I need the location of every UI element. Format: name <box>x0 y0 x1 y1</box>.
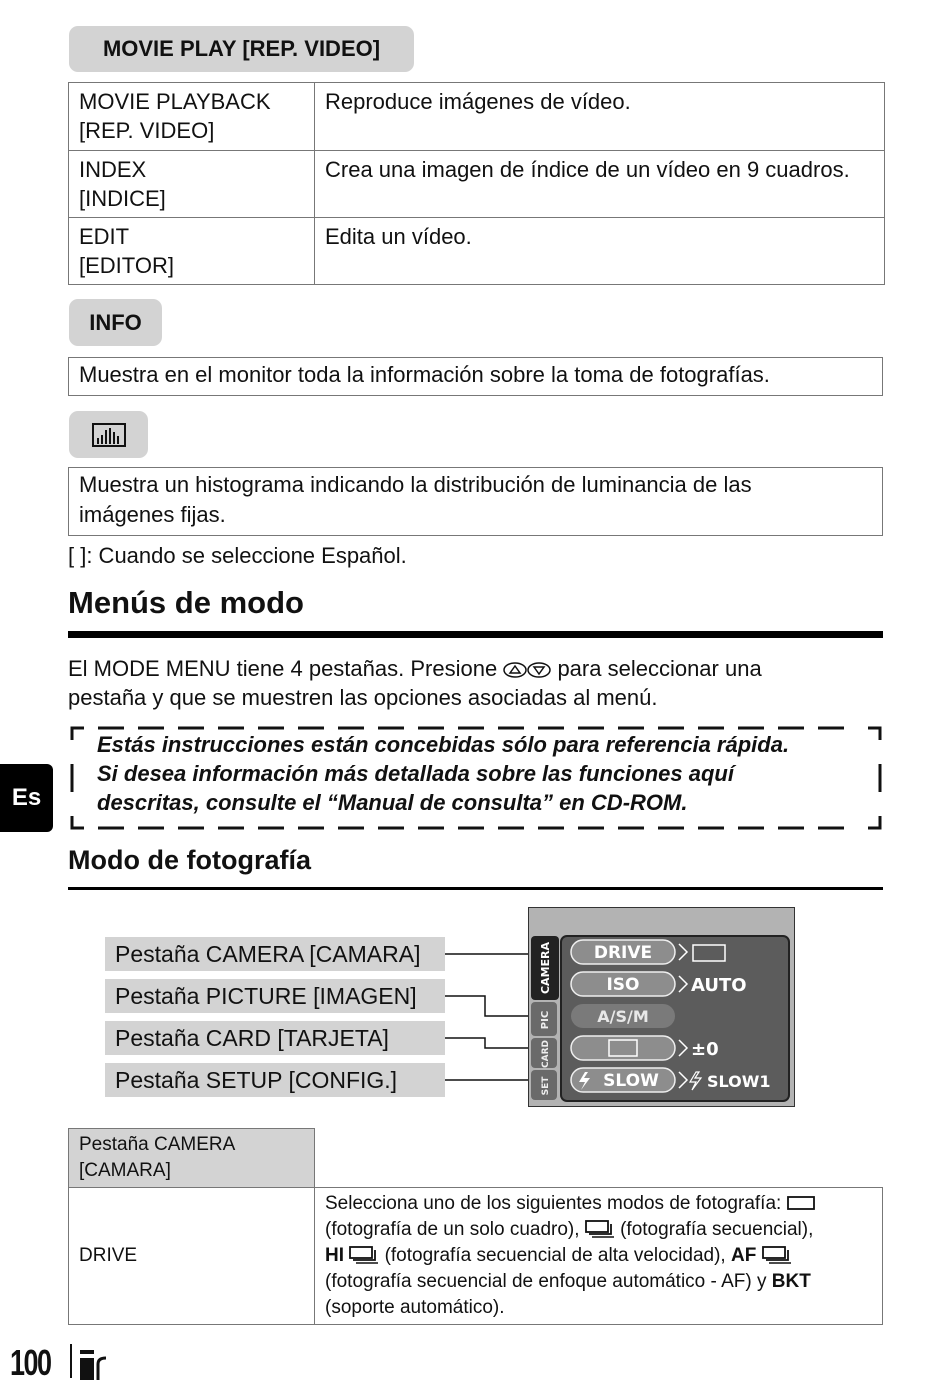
row-name-cell <box>69 83 315 151</box>
page-divider <box>70 1344 72 1378</box>
header-text: Pestaña CAMERA <box>79 1134 236 1155</box>
screen-tab-card: CARD <box>541 1040 551 1068</box>
language-mark-icon <box>80 1350 110 1380</box>
af-label: AF <box>731 1245 757 1266</box>
screen-tab-set: SET <box>541 1076 551 1096</box>
row-desc: Edita un vídeo. <box>315 218 885 285</box>
histogram-heading <box>69 411 148 458</box>
row-name-cell <box>69 151 315 218</box>
row-desc: Crea una imagen de índice de un vídeo en 9 cuadros. <box>315 151 885 218</box>
page-number: 100 <box>10 1342 51 1383</box>
table-row <box>69 83 885 151</box>
mode-menus-title: Menús de modo <box>68 585 304 620</box>
reference-note <box>97 730 789 817</box>
movie-table <box>68 82 885 285</box>
info-desc: Muestra en el monitor toda la información sobre la toma de fotografías. <box>68 357 883 396</box>
intro-text: pestaña y que se muestren las opciones asociadas al menú. <box>68 685 658 710</box>
tab-label-setup: Pestaña SETUP [CONFIG.] <box>105 1063 445 1097</box>
tab-label-camera: Pestaña CAMERA [CAMARA] <box>105 937 445 971</box>
desc-line: (soporte automático). <box>325 1297 505 1318</box>
bkt-label: BKT <box>771 1271 811 1292</box>
header-cell <box>69 1129 315 1188</box>
histogram-desc-line: Muestra un histograma indicando la distribución de luminancia de las <box>79 472 752 497</box>
histogram-desc <box>68 467 883 536</box>
row-name-es: [INDICE] <box>79 186 166 211</box>
note-line: Si desea información más detallada sobre las funciones aquí <box>97 761 734 786</box>
shooting-mode-title: Modo de fotografía <box>68 845 311 875</box>
note-line: descritas, consulte el “Manual de consulta” en CD-ROM. <box>97 790 688 815</box>
up-button-icon <box>503 662 527 678</box>
screen-tab-camera: CAMERA <box>539 941 552 995</box>
desc-line <box>325 1269 872 1295</box>
row-name: MOVIE PLAYBACK <box>79 89 271 114</box>
row-name: DRIVE <box>69 1188 315 1325</box>
screen-item-slow: SLOW <box>603 1071 659 1091</box>
screen-item-iso: ISO <box>606 975 640 995</box>
row-name: INDEX <box>79 157 147 182</box>
row-desc <box>315 1188 883 1325</box>
note-line: Estás instrucciones están concebidas sólo para referencia rápida. <box>97 732 790 757</box>
info-heading: INFO <box>69 299 162 346</box>
desc-line <box>325 1191 872 1217</box>
table-row <box>69 151 885 218</box>
section-rule <box>68 887 883 890</box>
sequential-icon <box>585 1220 615 1238</box>
table-header-row <box>69 1129 883 1188</box>
desc-line <box>325 1243 872 1269</box>
camera-menu-screen <box>528 907 795 1107</box>
desc-text: (fotografía de un solo cuadro), <box>325 1219 580 1240</box>
down-button-icon <box>527 662 551 678</box>
language-side-tab: Es <box>0 764 53 832</box>
histogram-desc-line: imágenes fijas. <box>79 502 226 527</box>
row-name-es: [EDITOR] <box>79 253 174 278</box>
movie-play-heading: MOVIE PLAY [REP. VIDEO] <box>69 26 414 72</box>
row-name: EDIT <box>79 224 130 249</box>
row-name-es: [REP. VIDEO] <box>79 118 215 143</box>
row-name-cell <box>69 218 315 285</box>
camera-menu-graphic <box>529 908 794 1106</box>
table-row <box>69 218 885 285</box>
table-row <box>69 1188 883 1325</box>
screen-item-asm: A/S/M <box>597 1007 649 1026</box>
intro-text: El MODE MENU tiene 4 pestañas. Presione <box>68 656 498 681</box>
tab-label-picture: Pestaña PICTURE [IMAGEN] <box>105 979 445 1013</box>
camera-tab-table <box>68 1128 883 1325</box>
single-frame-icon <box>787 1195 815 1211</box>
desc-text: Selecciona uno de los siguientes modos de fotografía: <box>325 1193 782 1214</box>
header-text: [CAMARA] <box>79 1160 171 1181</box>
sequential-icon <box>349 1246 379 1264</box>
header-empty-cell <box>315 1129 883 1188</box>
screen-tab-pic: PIC <box>540 1010 551 1030</box>
title-rule <box>68 631 883 638</box>
screen-value-slow: SLOW1 <box>707 1072 771 1091</box>
desc-text: (fotografía secuencial de alta velocidad), <box>384 1245 726 1266</box>
screen-item-drive: DRIVE <box>593 943 653 963</box>
intro-text: para seleccionar una <box>557 656 762 681</box>
histogram-icon <box>92 423 126 447</box>
row-desc: Reproduce imágenes de vídeo. <box>315 83 885 151</box>
desc-text: (fotografía secuencial de enfoque automático - AF) y <box>325 1271 767 1292</box>
tab-label-card: Pestaña CARD [TARJETA] <box>105 1021 445 1055</box>
screen-value-iso: AUTO <box>691 975 747 996</box>
footnote: [ ]: Cuando se seleccione Español. <box>68 543 407 568</box>
screen-value-flash-comp: ±0 <box>691 1039 719 1060</box>
desc-text: (fotografía secuencial), <box>620 1219 814 1240</box>
sequential-icon <box>762 1246 792 1264</box>
mode-menus-intro <box>68 654 888 712</box>
hi-label: HI <box>325 1245 344 1266</box>
desc-line <box>325 1217 872 1243</box>
